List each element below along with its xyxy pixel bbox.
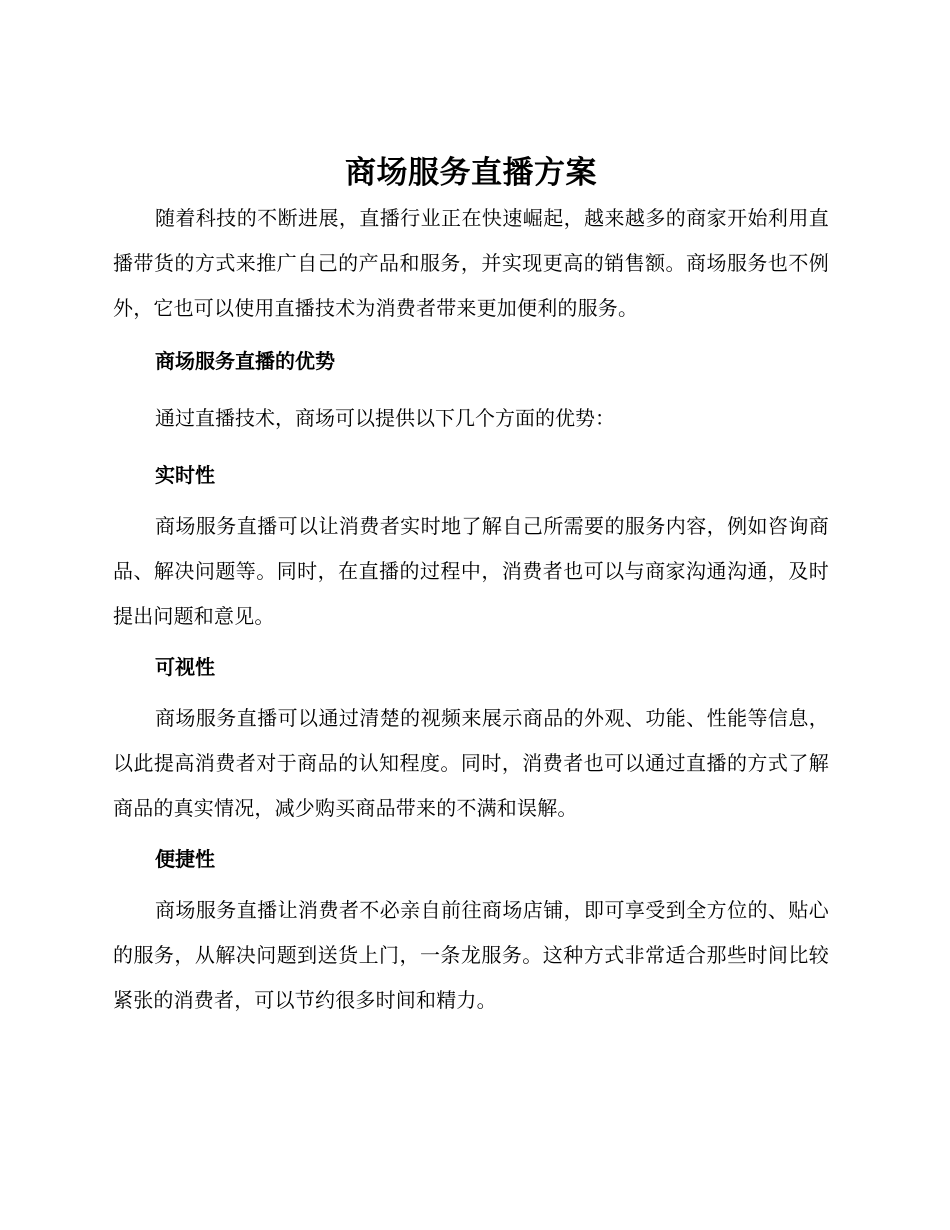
section-heading-realtime: 实时性 xyxy=(155,463,215,487)
intro-paragraph: 随着科技的不断进展，直播行业正在快速崛起，越来越多的商家开始利用直播带货的方式来推广自己的产品和服务，并实现更高的销售额。商场服务也不例外，它也可以使用直播技术为消费者带来更加便利的服务。 xyxy=(113,206,829,320)
section-heading-convenience: 便捷性 xyxy=(155,847,215,871)
section-body-visibility: 商场服务直播可以通过清楚的视频来展示商品的外观、功能、性能等信息，以此提高消费者对于商品的认知程度。同时，消费者也可以通过直播的方式了解商品的真实情况，减少购买商品带来的不满和误解。 xyxy=(113,706,829,820)
document-page xyxy=(113,150,829,1023)
section-body-convenience: 商场服务直播让消费者不必亲自前往商场店铺，即可享受到全方位的、贴心的服务，从解决问题到送货上门，一条龙服务。这种方式非常适合那些时间比较紧张的消费者，可以节约很多时间和精力。 xyxy=(113,898,829,1012)
section-body-realtime: 商场服务直播可以让消费者实时地了解自己所需要的服务内容，例如咨询商品、解决问题等。同时，在直播的过程中，消费者也可以与商家沟通沟通，及时提出问题和意见。 xyxy=(113,514,829,628)
advantages-intro: 通过直播技术，商场可以提供以下几个方面的优势： xyxy=(155,406,615,430)
document-title: 商场服务直播方案 xyxy=(345,155,597,191)
advantages-heading: 商场服务直播的优势 xyxy=(155,349,335,373)
section-heading-visibility: 可视性 xyxy=(155,655,215,679)
